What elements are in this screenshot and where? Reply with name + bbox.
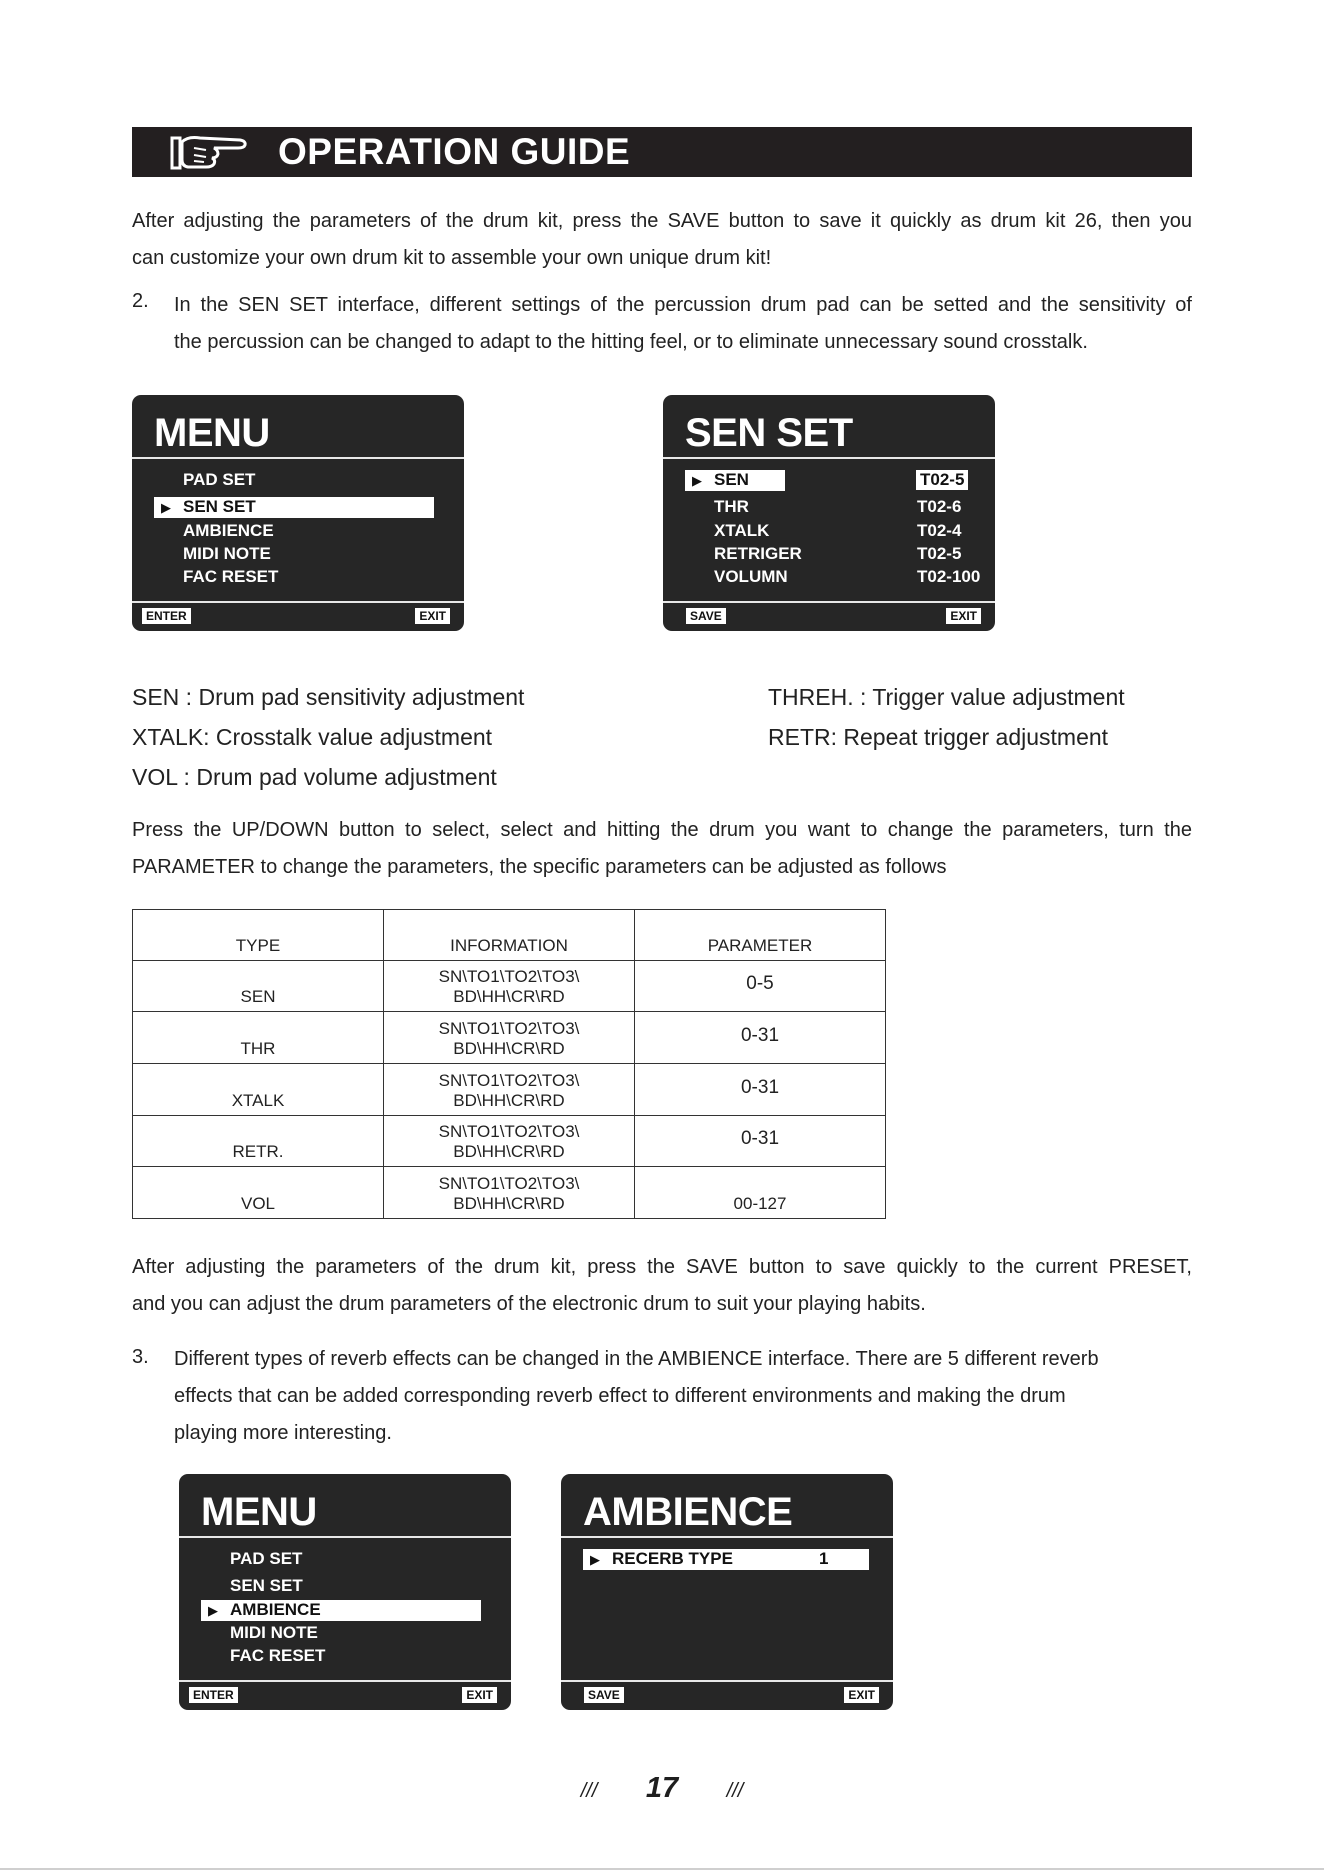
menu-item-ambience: AMBIENCE: [183, 521, 274, 540]
reverb-type-row-selected: [583, 1549, 869, 1570]
info-line: SN\TO1\TO2\TO3\: [438, 1122, 580, 1141]
menu-screen-title: MENU: [154, 411, 270, 455]
info-line: SN\TO1\TO2\TO3\: [438, 1019, 580, 1038]
header-parameter: PARAMETER: [635, 910, 886, 961]
menu-item-label: SEN SET: [183, 497, 256, 516]
header-information: INFORMATION: [384, 910, 635, 961]
after-line-2: and you can adjust the drum parameters of the electronic drum to suit your playing habits.: [132, 1293, 926, 1315]
exit-button: EXIT: [462, 1687, 497, 1703]
screen-divider: [561, 1536, 893, 1538]
table-row: [133, 1116, 886, 1167]
selection-arrow-icon: ▶: [590, 1552, 600, 1567]
step-3-number: 3.: [132, 1346, 149, 1368]
volumn-row-label: VOLUMN: [714, 567, 788, 586]
step-2-line-1: In the SEN SET interface, different settings of the percussion drum pad can be setted and the sensitivity of: [174, 294, 1192, 316]
after-line-1: After adjusting the parameters of the drum kit, press the SAVE button to save quickly to the current PRESET,: [132, 1256, 1192, 1278]
cell-information: [384, 961, 635, 1012]
retriger-row-label: RETRIGER: [714, 544, 802, 563]
sen-set-screen: [663, 395, 995, 631]
sen-set-screen-title: SEN SET: [685, 411, 853, 455]
table-row: [133, 961, 886, 1012]
retriger-row-value: T02-5: [917, 544, 962, 563]
menu-item-ambience-selected: [201, 1600, 481, 1621]
cell-type: XTALK: [133, 1064, 384, 1116]
menu-screen-2: [179, 1474, 511, 1710]
info-line: BD\HH\CR\RD: [453, 1039, 565, 1058]
section-title: OPERATION GUIDE: [278, 131, 631, 172]
info-line: BD\HH\CR\RD: [453, 1142, 565, 1161]
cell-information: [384, 1167, 635, 1219]
sen-row-label: SEN: [714, 470, 749, 489]
definition-xtalk: XTALK: Crosstalk value adjustment: [132, 724, 493, 750]
parameter-table: [132, 909, 886, 1219]
save-button: SAVE: [686, 608, 726, 624]
sen-row-value: T02-5: [916, 470, 968, 490]
screen-divider: [179, 1680, 511, 1682]
header-type: TYPE: [133, 910, 384, 961]
section-banner: [132, 127, 1192, 177]
selection-arrow-icon: ▶: [692, 473, 702, 488]
reverb-type-label: RECERB TYPE: [612, 1549, 733, 1568]
menu-item-pad-set: PAD SET: [230, 1549, 303, 1568]
definition-vol: VOL : Drum pad volume adjustment: [132, 764, 497, 790]
page-footer: [0, 1772, 1324, 1805]
menu-screen-1: [132, 395, 464, 631]
cell-information: [384, 1116, 635, 1167]
step-3-line-1: Different types of reverb effects can be changed in the AMBIENCE interface. There are 5 different reverb: [174, 1348, 1099, 1370]
menu-screen-title: MENU: [201, 1490, 317, 1534]
enter-button: ENTER: [142, 608, 191, 624]
screen-divider: [561, 1680, 893, 1682]
enter-button: ENTER: [189, 1687, 238, 1703]
menu-item-label: AMBIENCE: [230, 1600, 321, 1619]
info-line: SN\TO1\TO2\TO3\: [438, 1174, 580, 1193]
menu-item-pad-set: PAD SET: [183, 470, 256, 489]
menu-item-fac-reset: FAC RESET: [183, 567, 279, 586]
exit-button: EXIT: [844, 1687, 879, 1703]
info-line: BD\HH\CR\RD: [453, 1194, 565, 1213]
info-line: SN\TO1\TO2\TO3\: [438, 967, 580, 986]
table-row: [133, 1064, 886, 1116]
page-number: 17: [645, 1772, 679, 1804]
thr-row-value: T02-6: [917, 497, 962, 516]
selection-arrow-icon: ▶: [208, 1603, 218, 1618]
sen-row-selected: [685, 470, 785, 491]
ambience-screen-title: AMBIENCE: [583, 1490, 793, 1534]
selection-arrow-icon: ▶: [161, 500, 171, 515]
screen-divider: [663, 601, 995, 603]
exit-button: EXIT: [946, 608, 981, 624]
cell-information: [384, 1012, 635, 1064]
pointing-hand-icon: [166, 132, 248, 172]
screen-divider: [132, 601, 464, 603]
thr-row-label: THR: [714, 497, 749, 516]
cell-type: THR: [133, 1012, 384, 1064]
info-line: BD\HH\CR\RD: [453, 1091, 565, 1110]
menu-item-sen-set-selected: [154, 497, 434, 518]
step-2-line-2: the percussion can be changed to adapt to the hitting feel, or to eliminate unnecessary sound crosstalk.: [174, 331, 1088, 353]
menu-item-fac-reset: FAC RESET: [230, 1646, 326, 1665]
intro-line-1: After adjusting the parameters of the drum kit, press the SAVE button to save it quickly as drum kit 26, then you: [132, 210, 1192, 232]
step-2-number: 2.: [132, 290, 149, 312]
cell-parameter: 0-5: [635, 961, 886, 1012]
menu-item-sen-set: SEN SET: [230, 1576, 303, 1595]
footer-slash-left: ///: [580, 1780, 598, 1802]
cell-parameter: 0-31: [635, 1116, 886, 1167]
ambience-screen: [561, 1474, 893, 1710]
press-line-2: PARAMETER to change the parameters, the specific parameters can be adjusted as follows: [132, 856, 947, 878]
table-row: [133, 1012, 886, 1064]
table-header-row: [133, 910, 886, 961]
screen-divider: [663, 457, 995, 459]
table-row: [133, 1167, 886, 1219]
step-3-line-2: effects that can be added corresponding reverb effect to different environments and making the drum: [174, 1385, 1066, 1407]
save-button: SAVE: [584, 1687, 624, 1703]
cell-parameter: 0-31: [635, 1064, 886, 1116]
menu-item-midi-note: MIDI NOTE: [230, 1623, 318, 1642]
cell-parameter: 00-127: [635, 1167, 886, 1219]
definition-retr: RETR: Repeat trigger adjustment: [768, 724, 1109, 750]
intro-line-2: can customize your own drum kit to assemble your own unique drum kit!: [132, 247, 772, 269]
cell-type: VOL: [133, 1167, 384, 1219]
reverb-type-value: 1: [819, 1549, 829, 1568]
footer-slash-right: ///: [726, 1780, 744, 1802]
info-line: BD\HH\CR\RD: [453, 987, 565, 1006]
screen-divider: [179, 1536, 511, 1538]
screen-divider: [132, 457, 464, 459]
cell-parameter: 0-31: [635, 1012, 886, 1064]
xtalk-row-value: T02-4: [917, 521, 962, 540]
exit-button: EXIT: [415, 608, 450, 624]
definition-threh: THREH. : Trigger value adjustment: [768, 684, 1125, 710]
info-line: SN\TO1\TO2\TO3\: [438, 1071, 580, 1090]
cell-information: [384, 1064, 635, 1116]
bottom-edge-rule: [0, 1868, 1324, 1870]
step-3-line-3: playing more interesting.: [174, 1422, 392, 1444]
menu-item-midi-note: MIDI NOTE: [183, 544, 271, 563]
cell-type: SEN: [133, 961, 384, 1012]
volumn-row-value: T02-100: [917, 567, 981, 586]
cell-type: RETR.: [133, 1116, 384, 1167]
xtalk-row-label: XTALK: [714, 521, 770, 540]
definition-sen: SEN : Drum pad sensitivity adjustment: [132, 684, 525, 710]
press-line-1: Press the UP/DOWN button to select, select and hitting the drum you want to change the parameters, turn the: [132, 819, 1192, 841]
